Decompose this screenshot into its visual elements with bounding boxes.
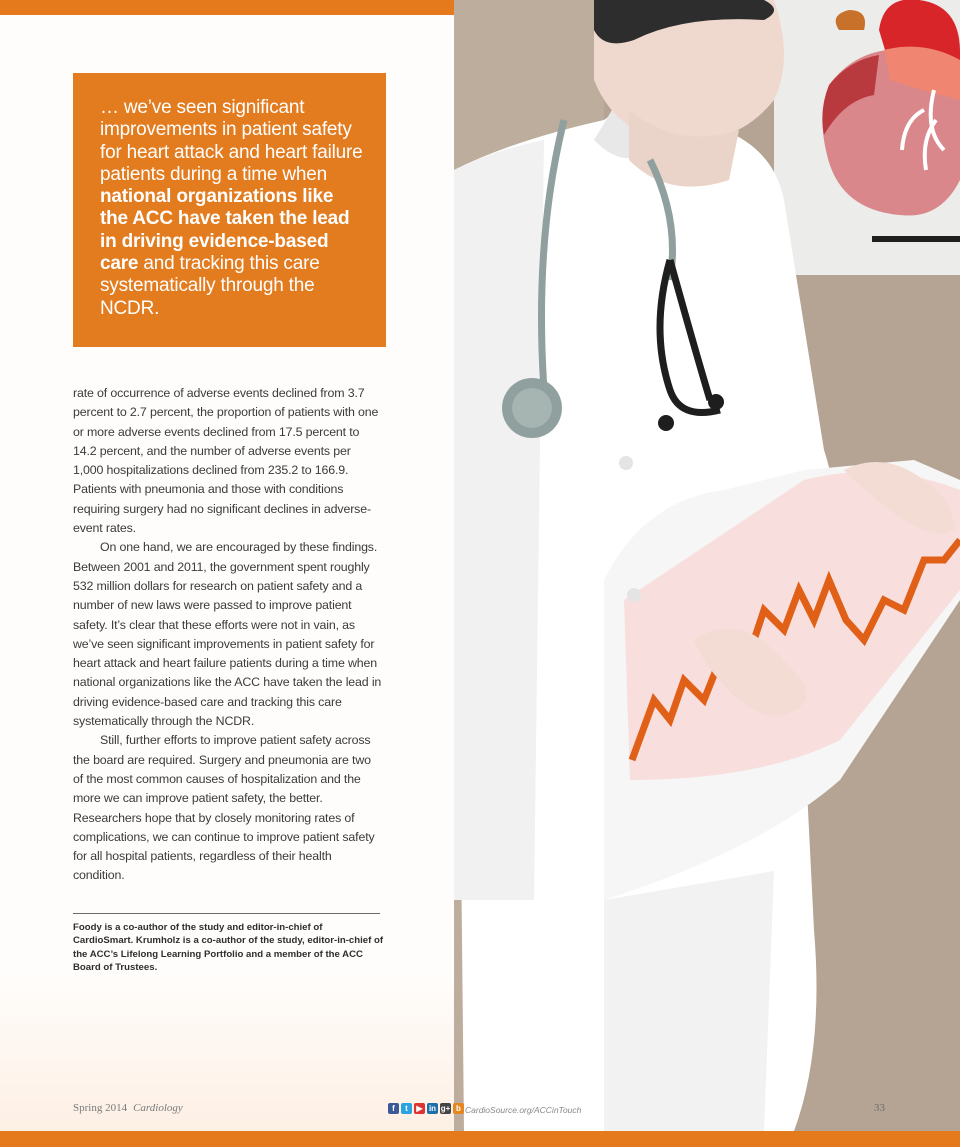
facebook-icon[interactable]: f (388, 1103, 399, 1114)
social-icons (388, 1103, 464, 1114)
pull-quote-emphasis: national organizations like the ACC have taken the lead in driving evidence-based care (100, 186, 350, 275)
footer-season: Spring 2014 (73, 1102, 128, 1114)
footer-magazine: Cardiology (133, 1102, 183, 1114)
author-bio: Foody is a co-author of the study and editor-in-chief of CardioSmart. Krumholz is a co-author of the study, editor-in-chief of the ACC’s Lifelong Learning Portfolio and a member of the ACC Board of Trustees. (73, 922, 384, 973)
paragraph-3: Still, further efforts to improve patient safety across the board are required. Surgery and pneumonia are two of the most common causes of hospitalization and the more we can improve patient safety, the better. Researchers hope that by closely monitoring rates of complications, we can continue to improve patient safety for all hospital patients, regardless of their health condition. (73, 733, 375, 883)
twitter-icon[interactable]: t (401, 1103, 412, 1114)
youtube-icon[interactable]: ▶ (414, 1103, 425, 1114)
bottom-accent-bar (0, 1131, 960, 1147)
divider (73, 913, 380, 914)
pull-quote-text-end: and tracking this care systematically through the NCDR. (100, 253, 320, 319)
blog-icon[interactable]: b (453, 1103, 464, 1114)
article-body (73, 384, 383, 886)
paragraph-2: On one hand, we are encouraged by these findings. Between 2001 and 2011, the government spent roughly 532 million dollars for research on patient safety and a number of new laws were passed to improve patient safety. It’s clear that these efforts were not in vain, as we’ve seen significant improvements in patient safety for heart attack and heart failure patients during a time when national organizations like the ACC have taken the lead in driving evidence-based care and tracking this care systematically through the NCDR. (73, 540, 382, 729)
footer-issue (73, 1102, 183, 1114)
paragraph-1: rate of occurrence of adverse events declined from 3.7 percent to 2.7 percent, the proportion of patients with one or more adverse events declined from 17.5 percent to 14.2 percent, and the number of adverse events per 1,000 hospitalizations declined from 235.2 to 166.9. Patients with pneumonia and those with conditions requiring surgery had no significant declines in adverse-event rates. (73, 386, 379, 536)
page-number: 33 (874, 1102, 885, 1114)
footer-url[interactable]: CardioSource.org/ACCinTouch (465, 1105, 582, 1115)
pull-quote-text-start: … we’ve seen significant improvements in patient safety for heart attack and heart failure patients during a time when (100, 97, 363, 185)
doctor-illustration (454, 0, 960, 1131)
googleplus-icon[interactable]: g+ (440, 1104, 451, 1113)
top-accent-bar (0, 0, 454, 15)
pull-quote (73, 73, 386, 347)
linkedin-icon[interactable]: in (428, 1104, 437, 1113)
